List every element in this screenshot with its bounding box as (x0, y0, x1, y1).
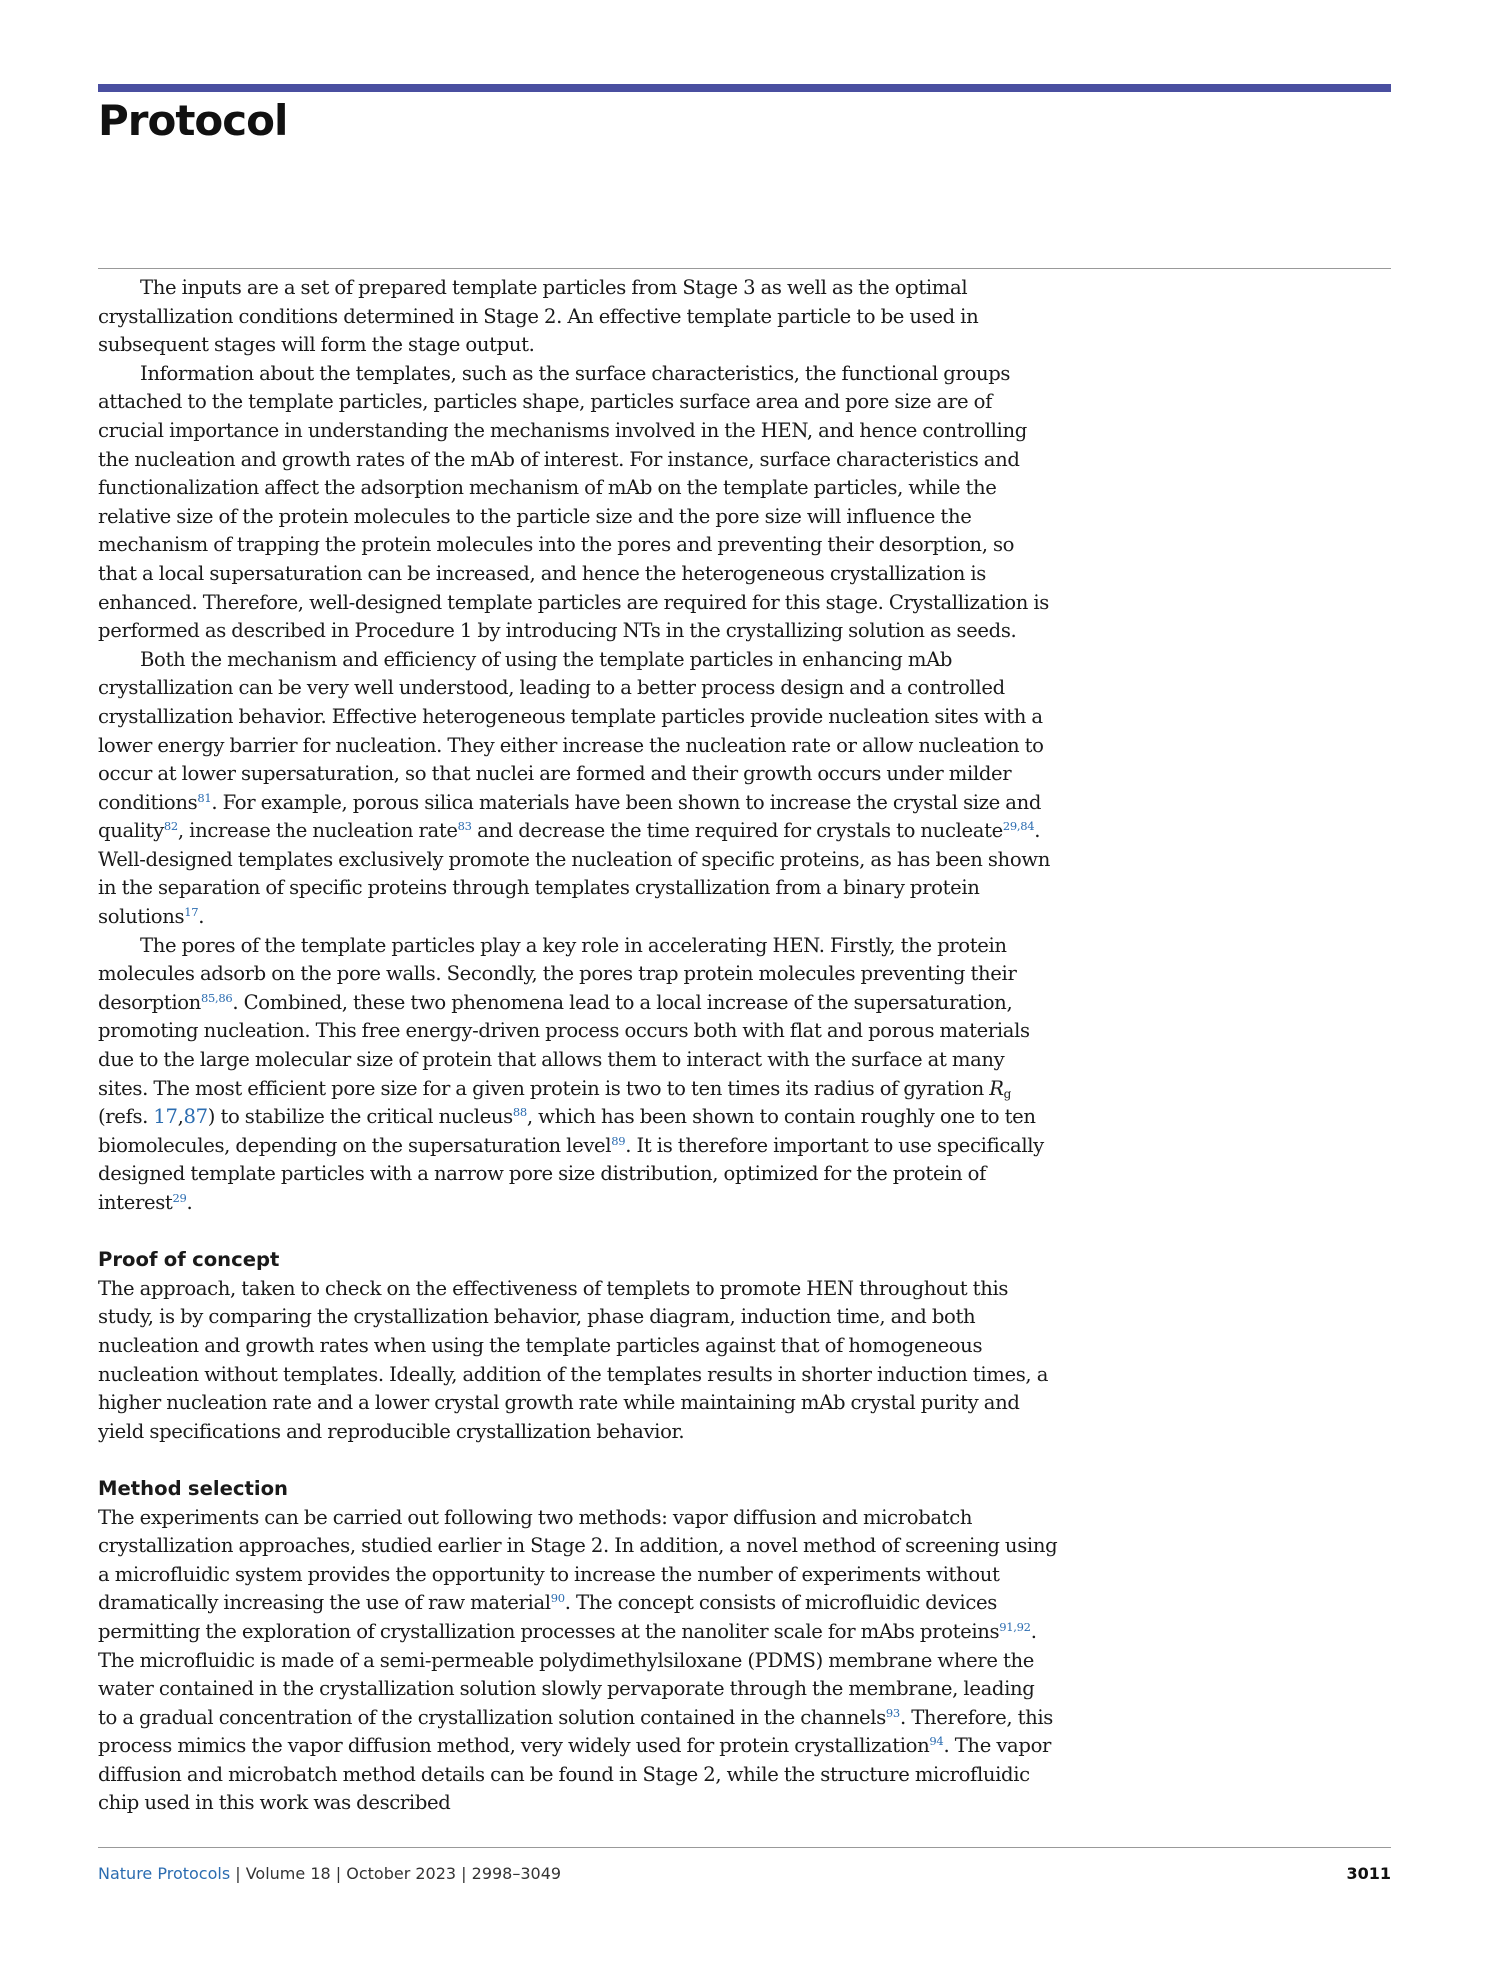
citation-ref[interactable]: 88 (512, 1105, 527, 1120)
paragraph-template-info: Information about the templates, such as the surface characteristics, the functional groups attached to the template particles, particles shape, particles surface area and pore size are of crucial importance in understanding the mechanisms involved in the HEN, and hence controlling the nucleation and growth rates of the mAb of interest. For instance, surface characteristics and functionalization affect the adsorption mechanism of mAb on the template particles, while the relative size of the protein molecules to the particle size and the pore size will influence the mechanism of trapping the protein molecules into the pores and preventing their desorption, so that a local supersaturation can be increased, and hence the heterogeneous crystallization is enhanced. Therefore, well-designed template particles are required for this stage. Crystallization is performed as described in Procedure 1 by introducing NTs in the crystallizing solution as seeds. (98, 361, 1049, 643)
citation-ref[interactable]: 29,84 (1002, 819, 1035, 834)
paragraph-mechanism (98, 646, 1058, 932)
issue-details: | Volume 18 | October 2023 | 2998–3049 (230, 1864, 562, 1883)
journal-name-link[interactable]: Nature Protocols (98, 1864, 231, 1883)
text-run: . The microfluidic is made of a semi-permeable polydimethylsiloxane (PDMS) membrane where the water contained in the crystallization solution slowly pervaporate through the membrane, leading to a gradual concentration of the crystallization solution contained in the channels (98, 1619, 1037, 1729)
page-number: 3011 (1346, 1864, 1391, 1883)
text-run: The pores of the template particles play a key role in accelerating HEN. Firstly, the protein molecules adsorb on the pore walls. Secondly, the pores trap protein molecules preventing their desorption (98, 933, 1017, 1014)
text-run: ) to stabilize the critical nucleus (207, 1105, 513, 1129)
inline-ref-link[interactable]: 17 (153, 1105, 178, 1129)
text-run: . For example, porous silica materials have been shown to increase the crystal size and quality (98, 790, 1042, 843)
text-run: , increase the nucleation rate (177, 819, 458, 843)
text-run: , which has been shown to contain roughly one to ten biomolecules, depending on the supersaturation level (98, 1105, 1036, 1157)
citation-ref[interactable]: 83 (457, 819, 472, 834)
text-run: . The vapor diffusion and microbatch method details can be found in Stage 2, while the structure microfluidic chip used in this work was described (98, 1734, 1052, 1815)
paragraph-method (98, 1504, 1058, 1819)
paragraph-pores (98, 932, 1058, 1218)
citation-ref[interactable]: 93 (885, 1705, 900, 1720)
text-run: . Therefore, this process mimics the vapor diffusion method, very widely used for protein crystallization (98, 1705, 1053, 1758)
inline-ref-link[interactable]: 87 (183, 1105, 208, 1129)
text-run: , (177, 1105, 184, 1129)
text-run: . Combined, these two phenomena lead to a local increase of the supersaturation, promoting nucleation. This free energy-driven process occurs both with flat and porous materials due to the large molecular size of protein that allows them to interact with the surface at many sites. The most efficient pore size for a given protein is two to ten times its radius of gyration (98, 990, 1030, 1100)
text-run: The experiments can be carried out following two methods: vapor diffusion and microbatch crystallization approaches, studied earlier in Stage 2. In addition, a novel method of screening using a microfluidic system provides the opportunity to increase the number of experiments without dramatically increasing the use of raw material (98, 1505, 1058, 1615)
citation-ref[interactable]: 81 (197, 790, 212, 805)
footer-divider (98, 1847, 1391, 1848)
citation-ref[interactable]: 94 (929, 1734, 944, 1749)
citation-ref[interactable]: 89 (611, 1133, 626, 1148)
text-run: and decrease the time required for crystals to nucleate (471, 819, 1003, 843)
header-divider (98, 268, 1391, 269)
text-run: . Well-designed templates exclusively promote the nucleation of specific proteins, as has been shown in the separation of specific proteins through templates crystallization from a binary protein solutions (98, 819, 1050, 929)
text-run: (refs. (98, 1105, 154, 1129)
text-run: . (198, 905, 205, 929)
citation-ref[interactable]: 82 (163, 819, 178, 834)
citation-ref[interactable]: 90 (550, 1591, 565, 1606)
paragraph-proof: The approach, taken to check on the effectiveness of templets to promote HEN throughout this study, is by comparing the crystallization behavior, phase diagram, induction time, and both nucleation and growth rates when using the template particles against that of homogeneous nucleation without templates. Ideally, addition of the templates results in shorter induction times, a higher nucleation rate and a lower crystal growth rate while maintaining mAb crystal purity and yield specifications and reproducible crystallization behavior. (98, 1276, 1049, 1443)
citation-ref[interactable]: 85,86 (200, 990, 233, 1005)
section-heading-proof: Proof of concept (98, 1248, 280, 1272)
text-run: . The concept consists of microfluidic devices permitting the exploration of crystallization processes at the nanoliter scale for mAbs proteins (98, 1591, 1000, 1643)
text-run: . It is therefore important to use specifically designed template particles with a narrow pore size distribution, optimized for the protein of interest (98, 1133, 1044, 1214)
citation-ref[interactable]: 91,92 (999, 1619, 1031, 1634)
section-heading-method: Method selection (98, 1476, 288, 1500)
citation-ref[interactable]: 17 (184, 905, 199, 920)
text-run: Both the mechanism and efficiency of using the template particles in enhancing mAb crystallization can be very well understood, leading to a better process design and a controlled crystallization behavior. Effective heterogeneous template particles provide nucleation sites with a lower energy barrier for nucleation. They either increase the nucleation rate or allow nucleation to occur at lower supersaturation, so that nuclei are formed and their growth occurs under milder conditions (98, 647, 1044, 814)
page-title: Protocol (98, 96, 288, 145)
citation-ref[interactable]: 29 (172, 1191, 187, 1205)
radius-subscript: g (1003, 1086, 1011, 1101)
article-body (98, 274, 1058, 1818)
footer-citation (98, 1864, 561, 1883)
header-accent-bar (98, 84, 1391, 92)
paragraph-inputs: The inputs are a set of prepared template particles from Stage 3 as well as the optimal crystallization conditions determined in Stage 2. An effective template particle to be used in subsequent stages will form the stage output. (98, 276, 979, 357)
text-run: . (186, 1191, 193, 1214)
radius-symbol: R (989, 1076, 1004, 1100)
